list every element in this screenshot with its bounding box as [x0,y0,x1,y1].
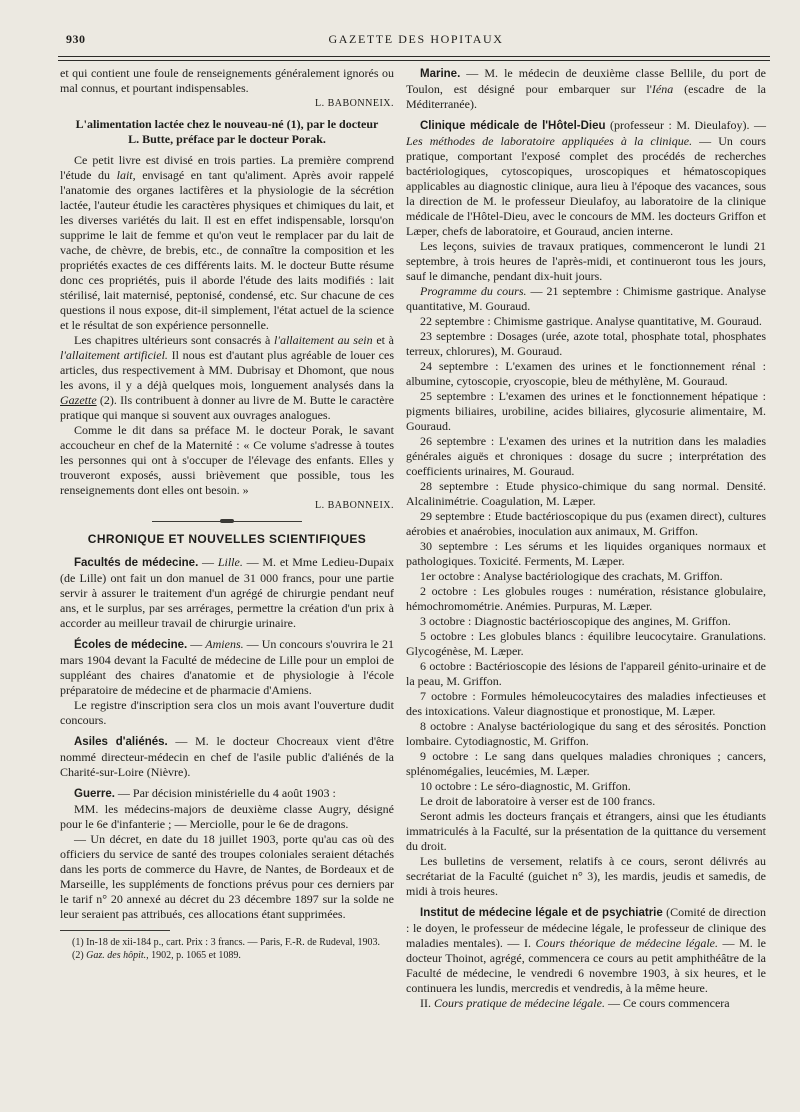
program-entry: 3 octobre : Diagnostic bactérioscopique des angines, M. Griffon. [420,614,731,628]
news-item: Les leçons, suivies de travaux pratiques, commenceront le lundi 21 septembre, à trois heures de l'après-midi, et continueront tous les jours, sauf le dimanche, pendant dix-huit jours. [406,239,766,283]
footnote-rule [60,930,170,931]
news-item: Le droit de laboratoire à verser est de 100 francs. [420,794,656,808]
page-number: 930 [66,32,86,46]
news-item: — Un décret, en date du 18 juillet 1903, porte qu'au cas où des officiers du service de santé des troupes coloniales seraient détachés dans les ports de commerce du Havre, de Nantes, de Bordeaux et de Marseille, les suppléments de fonctions prévus pour ces derniers par le tarif n° 20 annexé au décret du 23 décembre 1897 sur la solde ne leur seraient pas attribués, ces allocations étant supprimées. [60,832,394,921]
program-entry: 2 octobre : Les globules rouges : numération, résistance globulaire, hémochromométrie. Anémies. Purpuras, M. Læper. [406,584,766,613]
book-title-line: L. Butte, préface par le docteur Porak. [128,132,326,146]
program-entry: 5 octobre : Les globules blancs : équilibre leucocytaire. Granulations. Glycogénèse, M. Læper. [406,629,766,658]
program-entry: Programme du cours. — 21 septembre : Chimisme gastrique. Analyse quantitative, M. Gouraud. [406,284,766,313]
news-item: Facultés de médecine. — Lille. — M. et Mme Ledieu-Dupaix (de Lille) ont fait un don manuel de 31 000 francs, pour une partie servir à assurer le traitement d'un agrégé de chirurgie pendant neuf ans, et le surplus, par ses arrérages, permettre la création d'un prix à accorder au meilleur travail de chirurgie urinaire. [60,555,394,630]
section-title: CHRONIQUE ET NOUVELLES SCIENTIFIQUES [87,532,367,546]
review-paragraph: Les chapitres ultérieurs sont consacrés à l'allaitement au sein et à l'allaitement artificiel. Il nous est d'autant plus agréable de louer ces articles, dus respectivement à MM. Dubrisay et Dhomont, que nous les avons, il y a déjà quelques mois, longuement analysés dans la Gazette (2). Ils contribuent à donner au livre de M. Butte le caractère pratique qui manque si souvent aux ouvrages analogues. [60,333,394,422]
left-column [60,66,394,962]
news-item: Écoles de médecine. — Amiens. — Un concours s'ouvrira le 21 mars 1904 devant la Faculté de médecine de Lille pour un emploi de suppléant des chaires d'anatomie et de physiologie à l'école préparatoire de médecine et de pharmacie d'Amiens. [60,637,394,697]
program-entry: 9 octobre : Le sang dans quelques maladies chroniques ; cancers, splénomégalies, leucémies, M. Læper. [406,749,766,778]
news-item: MM. les médecins-majors de deuxième classe Augry, désigné pour le 6e d'infanterie ; — Merciolle, pour le 6e de dragons. [60,802,394,831]
book-title-line: L'alimentation lactée chez le nouveau-né (1), par le docteur [75,117,379,131]
program-entry: 7 octobre : Formules hémoleucocytaires des maladies infectieuses et des intoxications. Valeur diagnostique et pronostique, M. Læper. [406,689,766,718]
review-paragraph: et qui contient une foule de renseignements généralement ignorés ou mal connus, et pourtant indispensables. [60,66,394,95]
right-column [406,66,766,1011]
program-entry: 26 septembre : L'examen des urines et la nutrition dans les maladies générales aiguës et chroniques : dosage du sucre ; interprétation des coefficients urinaires, M. Gouraud. [406,434,766,478]
news-item: Marine. — M. le médecin de deuxième classe Bellile, du port de Toulon, est désigné pour embarquer sur l'Iéna (escadre de la Méditerranée). [406,66,766,111]
section-separator [152,521,302,522]
review-paragraph: Ce petit livre est divisé en trois parties. La première comprend l'étude du lait, envisagé en tant qu'aliment. Après avoir rappelé l'anatomie des organes lactifères et la physiologie de la sécrétion lactée, l'auteur étudie les caractères physiques et chimiques du lait, et les diverses variétés du lait. Il est en effet indispensable, lorsqu'on supprime le lait de femme et qu'on veut le remplacer par du lait de vache, de chèvre, de brebis, etc., de connaître la composition et les propriétés exactes de ces différents laits. M. le docteur Butte résume donc ces propriétés, puis il aborde l'étude des laits modifiés : lait stérilisé, lait maternisé, peptonisé, condensé, etc. Sur chacune de ces questions il nous expose, dit-il simplement, l'état actuel de la science et le résultat de son expérience personnelle. [60,153,395,332]
news-item: II. Cours pratique de médecine légale. — Ce cours commencera [420,996,730,1010]
page-header [66,28,766,54]
program-entry: 1er octobre : Analyse bactériologique des crachats, M. Griffon. [420,569,723,583]
program-entry: 6 octobre : Bactérioscopie des lésions de l'appareil génito-urinaire et de la peau, M. Griffon. [406,659,766,688]
signature: L. BABONNEIX. [315,98,394,109]
news-item: Le registre d'inscription sera clos un mois avant l'ouverture dudit concours. [60,698,394,727]
program-entry: 29 septembre : Etude bactérioscopique du pus (examen direct), cultures aérobies et anaérobies, inoculation aux animaux, M. Griffon. [406,509,766,538]
program-entry: 28 septembre : Etude physico-chimique du sang normal. Densité. Alcalinimétrie. Coagulation, M. Læper. [406,479,766,508]
program-entry: 25 septembre : L'examen des urines et le fonctionnement hépatique : pigments biliaires, urobiline, acides biliaires, glycosurie alimentaire, M. Gouraud. [406,389,766,433]
footnote: (2) Gaz. des hôpit., 1902, p. 1065 et 1089. [72,950,241,961]
news-item: Clinique médicale de l'Hôtel-Dieu (professeur : M. Dieulafoy). — Les méthodes de laboratoire appliquées à la clinique. — Un cours pratique, comportant l'exposé complet des procédés de recherches bactériologiques, cytoscopiques, uroscopiques et hématoscopiques applicables au diagnostic clinique, aura lieu à l'époque des vacances, sous la direction de M. le professeur Dieulafoy, au laboratoire de la clinique médicale de l'Hôtel-Dieu, avec le concours de MM. les docteurs Griffon et Læper, chefs de laboratoire, et Gouraud, ancien interne. [406,118,766,238]
program-entry: 23 septembre : Dosages (urée, azote total, phosphate total, phosphates terreux, chlorures), M. Gouraud. [406,329,766,358]
news-item: Asiles d'aliénés. — M. le docteur Chocreaux vient d'être nommé directeur-médecin en chef de l'asile public d'aliénés de la Charité-sur-Loire (Nièvre). [60,734,395,779]
running-title: GAZETTE DES HOPITAUX [328,32,504,46]
program-entry: 30 septembre : Les sérums et les liquides organiques normaux et pathologiques. Toxicité. Ferments, M. Læper. [406,539,766,568]
signature: L. BABONNEIX. [315,500,394,511]
book-review-title [60,117,394,147]
header-double-rule [58,56,770,61]
program-entry: 10 octobre : Le séro-diagnostic, M. Griffon. [420,779,631,793]
program-entry: 24 septembre : L'examen des urines et le fonctionnement rénal : albumine, cytoscopie, cryoscopie, bleu de méthylène, M. Gouraud. [406,359,766,388]
news-item: Guerre. — Par décision ministérielle du 4 août 1903 : [74,786,336,800]
program-entry: 22 septembre : Chimisme gastrique. Analyse quantitative, M. Gouraud. [420,314,762,328]
review-paragraph: Comme le dit dans sa préface M. le docteur Porak, le savant accoucheur en chef de la Maternité : « Ce volume s'adresse à toutes les personnes qui ont à s'occuper de l'élevage des enfants. Elles y trouveront exposés, aussi brièvement que possible, tous les renseignements dont elles ont besoin. » [60,423,394,497]
news-item: Seront admis les docteurs français et étrangers, ainsi que les étudiants immatriculés à la Faculté, sur la présentation de la quittance du versement du droit. [406,809,766,853]
footnote: (1) In-18 de xii-184 p., cart. Prix : 3 francs. — Paris, F.-R. de Rudeval, 1903. [72,937,381,948]
news-item: Institut de médecine légale et de psychiatrie (Comité de direction : le doyen, le professeur de médecine légale, le professeur de clinique des maladies mentales). — I. Cours théorique de médecine légale. — M. le docteur Thoinot, agrégé, commencera ce cours au petit amphithéâtre de la Faculté de médecine, le vendredi 6 novembre 1903, à six heures, et le continuera les lundis, mercredis et vendredis, à la même heure. [406,905,766,995]
news-item: Les bulletins de versement, relatifs à ce cours, seront délivrés au secrétariat de la Faculté (guichet n° 3), les mardis, jeudis et samedis, de midi à trois heures. [406,854,766,898]
program-entry: 8 octobre : Analyse bactériologique du sang et des sérosités. Ponction lombaire. Cytodiagnostic, M. Griffon. [406,719,766,748]
